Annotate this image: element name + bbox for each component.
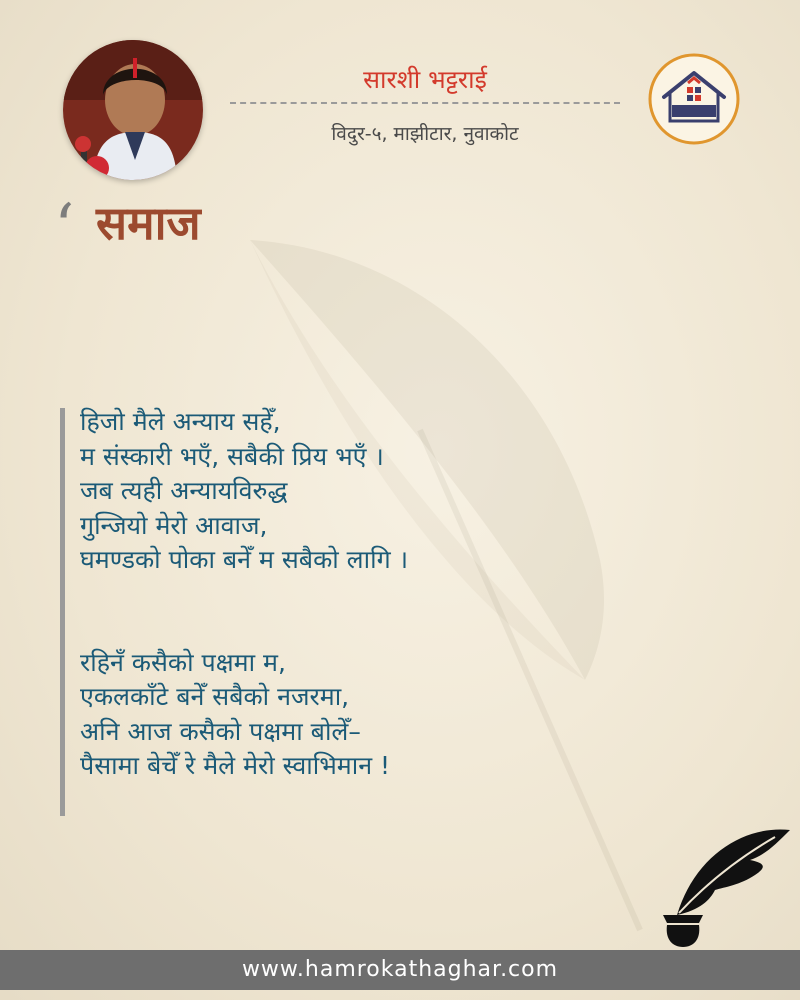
author-name: सारशी भट्टराई bbox=[363, 65, 487, 94]
website-url-link[interactable]: www.hamrokathaghar.com bbox=[241, 957, 559, 982]
house-logo-icon bbox=[648, 53, 740, 145]
poem-side-bar bbox=[60, 408, 65, 816]
website-footer bbox=[0, 950, 800, 990]
stanza-gap bbox=[80, 578, 720, 646]
poem-title: समाज bbox=[96, 196, 201, 250]
poem-line: गुन्जियो मेरो आवाज, bbox=[80, 510, 268, 540]
author-address: विदुर-५, माझीटार, नुवाकोट bbox=[331, 123, 519, 145]
stanza-2 bbox=[80, 646, 720, 784]
author-avatar bbox=[63, 40, 203, 180]
quill-inkpot-icon bbox=[655, 815, 795, 955]
poem-line: हिजो मैले अन्याय सहेँ, bbox=[80, 407, 281, 436]
poem-line: अनि आज कसैको पक्षमा बोलेँ– bbox=[80, 716, 361, 746]
poem-body bbox=[80, 405, 720, 784]
poem-line: एकलकाँटे बनेँ सबैको नजरमा, bbox=[80, 682, 350, 711]
poem-line: पैसामा बेचेँ रे मैले मेरो स्वाभिमान ! bbox=[80, 751, 391, 780]
poem-line: जब त्यही अन्यायविरुद्ध bbox=[80, 476, 288, 505]
stanza-1 bbox=[80, 405, 720, 578]
poem-line: रहिनँ कसैको पक्षमा म, bbox=[80, 647, 286, 677]
author-divider bbox=[230, 102, 620, 104]
quote-mark-icon: ‘ bbox=[54, 191, 75, 265]
poem-line: घमण्डको पोका बनेँ म सबैको लागि । bbox=[80, 545, 409, 574]
poem-line: म संस्कारी भएँ, सबैकी प्रिय भएँ । bbox=[80, 441, 384, 471]
